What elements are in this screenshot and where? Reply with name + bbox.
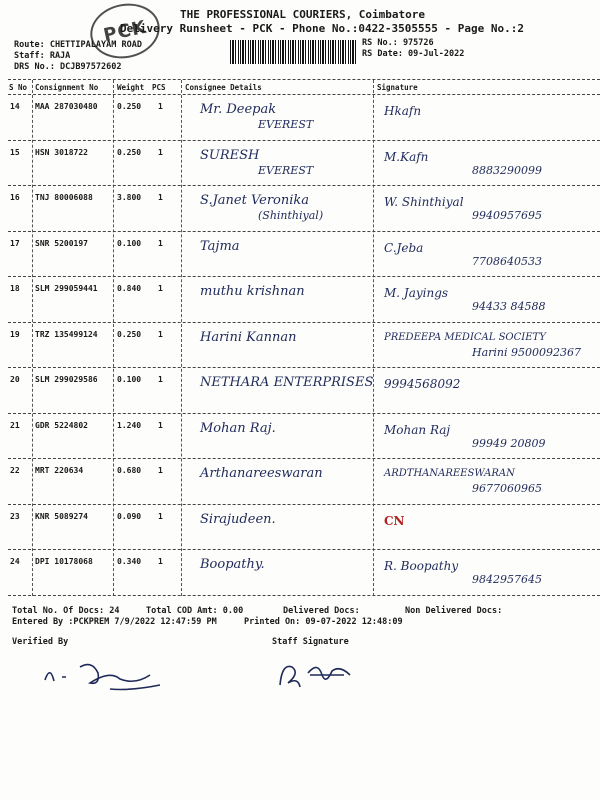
rs-date-label: RS Date: 09-Jul-2022 [362, 49, 465, 59]
row-pcs: 1 [158, 193, 163, 202]
row-signature: Hkafn [384, 104, 422, 118]
row-divider [8, 185, 600, 186]
table-top-rule [8, 79, 600, 80]
row-sno: 17 [10, 238, 20, 248]
row-consignment-no: SLM 299029586 [35, 375, 98, 384]
row-divider [8, 504, 600, 505]
row-signature-extra: 94433 84588 [472, 300, 546, 313]
row-pcs: 1 [158, 238, 163, 248]
row-divider [8, 549, 600, 550]
row-consignment-no: SNR 5200197 [35, 238, 88, 248]
rs-no-label: RS No.: 975726 [362, 38, 434, 48]
row-weight: 0.250 [117, 329, 142, 339]
row-sno: 21 [10, 420, 20, 430]
row-consignee-extra: EVEREST [258, 163, 314, 177]
table-header-rule [8, 94, 600, 95]
staff-label: Staff: RAJA [14, 51, 71, 61]
col-header-consignment: Consignment No [35, 83, 99, 92]
row-signature: M. Jayings [384, 286, 449, 300]
row-consignee: muthu krishnan [200, 284, 305, 299]
route-label: Route: CHETTIPALAYAM ROAD [14, 40, 142, 50]
row-weight: 0.840 [117, 284, 142, 293]
row-consignee: Sirajudeen. [200, 511, 276, 527]
col-divider [181, 80, 182, 596]
row-pcs: 1 [158, 420, 163, 430]
row-consignment-no: KNR 5089274 [35, 511, 88, 521]
row-sno: 20 [10, 375, 20, 384]
row-consignee: NETHARA ENTERPRISES [200, 375, 374, 390]
row-sno: 24 [10, 557, 20, 566]
total-cod: Total COD Amt: 0.00 [146, 606, 244, 616]
row-weight: 0.680 [117, 466, 142, 475]
row-consignee: Harini Kannan [200, 329, 297, 345]
row-consignment-no: SLM 299059441 [35, 284, 98, 293]
row-pcs: 1 [158, 375, 163, 384]
staff-signature [270, 655, 360, 695]
row-signature-extra: 7708640533 [472, 254, 542, 268]
row-signature: CN [384, 513, 405, 528]
row-pcs: 1 [158, 557, 163, 566]
row-pcs: 1 [158, 466, 163, 475]
row-consignee: SURESH [200, 147, 260, 163]
row-pcs: 1 [158, 329, 163, 339]
row-consignment-no: TRZ 135499124 [35, 329, 98, 339]
row-signature-extra: 8883290099 [472, 163, 542, 177]
row-weight: 3.800 [117, 193, 142, 202]
delivered-docs: Delivered Docs: [283, 606, 360, 616]
row-signature: C.Jeba [384, 240, 424, 255]
col-divider [113, 80, 114, 596]
row-sno: 19 [10, 329, 20, 339]
row-divider [8, 413, 600, 414]
row-weight: 0.100 [117, 375, 142, 384]
row-weight: 0.100 [117, 238, 142, 248]
row-divider [8, 140, 600, 141]
row-signature-extra: 9677060965 [472, 482, 542, 495]
row-signature: M.Kafn [384, 149, 429, 164]
row-sno: 16 [10, 193, 20, 202]
row-consignment-no: HSN 3018722 [35, 147, 88, 157]
row-pcs: 1 [158, 102, 163, 111]
row-signature: R. Boopathy [384, 559, 459, 573]
col-header-signature: Signature [377, 83, 418, 92]
row-sno: 14 [10, 102, 20, 111]
row-divider [8, 231, 600, 232]
row-signature-extra: 9842957645 [472, 573, 542, 586]
row-weight: 0.090 [117, 511, 142, 521]
page-subtitle: Delivery Runsheet - PCK - Phone No.:0422-3505555 - Page No.:2 [120, 22, 524, 35]
row-pcs: 1 [158, 284, 163, 293]
row-divider [8, 322, 600, 323]
row-signature-extra: 99949 20809 [472, 436, 546, 450]
barcode [230, 40, 358, 64]
row-consignment-no: GDR 5224802 [35, 420, 88, 430]
row-divider [8, 458, 600, 459]
col-header-weight: Weight [117, 83, 145, 92]
row-weight: 0.250 [117, 102, 142, 111]
row-signature: W. Shinthiyal [384, 195, 464, 209]
row-consignee: Boopathy. [200, 557, 265, 572]
row-sno: 22 [10, 466, 20, 475]
verified-by-label: Verified By [12, 637, 69, 647]
row-weight: 1.240 [117, 420, 142, 430]
row-sno: 18 [10, 284, 20, 293]
row-consignee-extra: (Shinthiyal) [258, 209, 324, 222]
printed-on: Printed On: 09-07-2022 12:48:09 [244, 617, 403, 627]
col-header-pcs: PCS [152, 83, 166, 92]
row-signature: ARDTHANAREESWARAN [384, 468, 515, 479]
row-divider [8, 276, 600, 277]
col-divider [373, 80, 374, 596]
non-delivered-docs: Non Delivered Docs: [405, 606, 503, 616]
row-signature: PREDEEPA MEDICAL SOCIETY [384, 331, 546, 343]
entered-by: Entered By :PCKPREM 7/9/2022 12:47:59 PM [12, 617, 217, 627]
row-pcs: 1 [158, 147, 163, 157]
page-title: THE PROFESSIONAL COURIERS, Coimbatore [180, 8, 426, 21]
row-consignment-no: TNJ 80006088 [35, 193, 93, 202]
row-weight: 0.340 [117, 557, 142, 566]
row-sno: 23 [10, 511, 20, 521]
row-consignment-no: DPI 10178068 [35, 557, 93, 566]
row-consignment-no: MAA 287030480 [35, 102, 98, 111]
staff-signature-label: Staff Signature [272, 637, 349, 647]
row-consignee: Mr. Deepak [200, 102, 277, 117]
col-header-consignee: Consignee Details [185, 83, 262, 92]
row-pcs: 1 [158, 511, 163, 521]
row-weight: 0.250 [117, 147, 142, 157]
row-divider [8, 367, 600, 368]
row-signature-extra: 9940957695 [472, 209, 542, 222]
col-header-sno: S No [9, 83, 28, 92]
row-consignee: Tajma [200, 238, 240, 254]
total-docs: Total No. Of Docs: 24 [12, 606, 120, 616]
verifier-signature [40, 655, 170, 695]
drs-label: DRS No.: DCJB97572602 [14, 62, 122, 72]
pck-stamp: PCK [85, 0, 165, 65]
row-consignee-extra: EVEREST [258, 118, 314, 131]
row-consignee: S.Janet Veronika [200, 193, 310, 208]
row-sno: 15 [10, 147, 20, 157]
row-signature: 9994568092 [384, 377, 461, 391]
row-consignee: Arthanareeswaran [200, 466, 323, 481]
col-divider [32, 80, 33, 596]
row-divider [8, 595, 600, 596]
row-consignment-no: MRT 220634 [35, 466, 84, 475]
row-consignee: Mohan Raj. [200, 420, 276, 436]
row-signature-extra: Harini 9500092367 [472, 345, 582, 359]
row-signature: Mohan Raj [384, 422, 451, 437]
